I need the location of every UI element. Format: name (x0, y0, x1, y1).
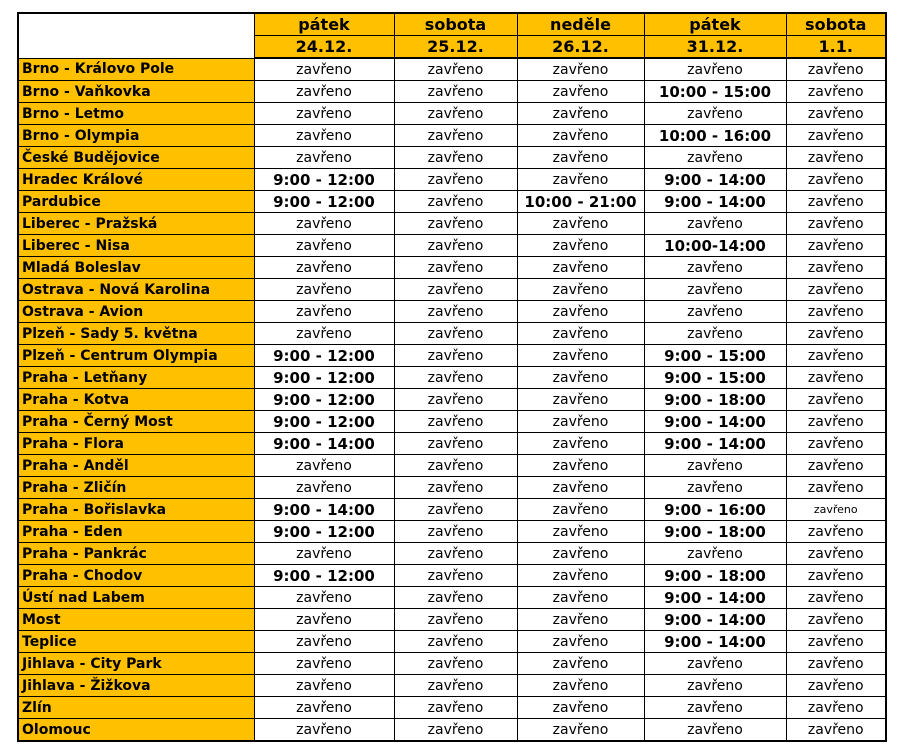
hours-cell-closed: zavřeno (517, 499, 644, 521)
hours-cell-closed: zavřeno (394, 521, 517, 543)
hours-cell-closed: zavřeno (254, 543, 394, 565)
hours-cell-closed: zavřeno (786, 367, 886, 389)
hours-cell-closed: zavřeno (394, 301, 517, 323)
hours-cell-closed: zavřeno (786, 653, 886, 675)
hours-cell-open: 10:00-14:00 (644, 235, 786, 257)
hours-cell-closed: zavřeno (254, 58, 394, 81)
hours-cell-closed: zavřeno (254, 477, 394, 499)
branch-name-cell: Praha - Černý Most (18, 411, 254, 433)
hours-cell-closed: zavřeno (786, 631, 886, 653)
hours-cell-closed: zavřeno (517, 631, 644, 653)
hours-cell-closed: zavřeno (517, 301, 644, 323)
table-row (18, 389, 886, 411)
table-row (18, 719, 886, 742)
hours-cell-closed: zavřeno (786, 587, 886, 609)
hours-cell-closed: zavřeno (394, 81, 517, 103)
hours-cell-closed: zavřeno (394, 587, 517, 609)
hours-cell-closed: zavřeno (517, 279, 644, 301)
header-date: 24.12. (254, 36, 394, 59)
hours-cell-closed: zavřeno (517, 235, 644, 257)
branch-name-cell: Praha - Flora (18, 433, 254, 455)
hours-cell-closed: zavřeno (517, 169, 644, 191)
hours-cell-closed: zavřeno (394, 631, 517, 653)
hours-cell-closed: zavřeno (254, 675, 394, 697)
hours-cell-closed: zavřeno (517, 543, 644, 565)
branch-name-cell: Brno - Olympia (18, 125, 254, 147)
hours-cell-closed: zavřeno (786, 169, 886, 191)
table-row (18, 103, 886, 125)
hours-cell-closed: zavřeno (517, 411, 644, 433)
hours-cell-closed: zavřeno (254, 103, 394, 125)
table-row (18, 257, 886, 279)
header-corner-cell (18, 13, 254, 58)
table-row (18, 565, 886, 587)
hours-cell-closed: zavřeno (644, 301, 786, 323)
hours-cell-closed: zavřeno (517, 521, 644, 543)
hours-cell-open: 9:00 - 12:00 (254, 169, 394, 191)
hours-cell-closed: zavřeno (394, 455, 517, 477)
hours-cell-closed: zavřeno (394, 257, 517, 279)
hours-cell-closed: zavřeno (644, 58, 786, 81)
table-row (18, 191, 886, 213)
branch-name-cell: České Budějovice (18, 147, 254, 169)
hours-cell-open: 9:00 - 12:00 (254, 565, 394, 587)
table-row (18, 521, 886, 543)
hours-cell-closed: zavřeno (254, 719, 394, 742)
hours-cell-closed: zavřeno (644, 279, 786, 301)
hours-cell-closed: zavřeno (786, 301, 886, 323)
branch-name-cell: Praha - Anděl (18, 455, 254, 477)
table-row (18, 477, 886, 499)
hours-cell-closed: zavřeno (786, 477, 886, 499)
branch-name-cell: Praha - Bořislavka (18, 499, 254, 521)
hours-cell-closed: zavřeno (517, 125, 644, 147)
hours-cell-closed: zavřeno (786, 147, 886, 169)
hours-cell-closed: zavřeno (254, 235, 394, 257)
hours-cell-closed: zavřeno (786, 389, 886, 411)
hours-cell-closed: zavřeno (644, 323, 786, 345)
hours-cell-closed: zavřeno (394, 675, 517, 697)
hours-cell-closed: zavřeno (254, 609, 394, 631)
table-row (18, 58, 886, 81)
hours-cell-closed: zavřeno (517, 103, 644, 125)
hours-cell-closed: zavřeno (786, 411, 886, 433)
hours-cell-closed: zavřeno (517, 587, 644, 609)
header-day: sobota (786, 13, 886, 36)
hours-cell-open: 9:00 - 14:00 (644, 609, 786, 631)
branch-name-cell: Zlín (18, 697, 254, 719)
hours-cell-closed: zavřeno (517, 81, 644, 103)
hours-cell-open: 9:00 - 18:00 (644, 521, 786, 543)
hours-cell-open: 9:00 - 15:00 (644, 345, 786, 367)
table-row (18, 411, 886, 433)
hours-cell-open: 9:00 - 12:00 (254, 345, 394, 367)
branch-name-cell: Ostrava - Avion (18, 301, 254, 323)
hours-cell-open: 9:00 - 12:00 (254, 521, 394, 543)
branch-name-cell: Pardubice (18, 191, 254, 213)
table-row (18, 631, 886, 653)
hours-cell-closed: zavřeno (786, 58, 886, 81)
hours-cell-closed: zavřeno (517, 477, 644, 499)
hours-cell-closed: zavřeno (394, 191, 517, 213)
hours-cell-open: 9:00 - 14:00 (644, 169, 786, 191)
hours-cell-closed: zavřeno (517, 719, 644, 742)
hours-cell-closed: zavřeno (786, 719, 886, 742)
hours-cell-closed: zavřeno (254, 301, 394, 323)
hours-cell-closed: zavřeno (254, 631, 394, 653)
table-row (18, 675, 886, 697)
hours-cell-closed: zavřeno (394, 345, 517, 367)
header-day: pátek (254, 13, 394, 36)
hours-cell-closed: zavřeno (644, 477, 786, 499)
hours-cell-closed: zavřeno (394, 125, 517, 147)
hours-cell-closed: zavřeno (786, 279, 886, 301)
hours-cell-open: 9:00 - 12:00 (254, 367, 394, 389)
table-row (18, 499, 886, 521)
branch-name-cell: Brno - Vaňkovka (18, 81, 254, 103)
hours-cell-closed: zavřeno (786, 125, 886, 147)
table-row (18, 169, 886, 191)
hours-cell-closed: zavřeno (786, 543, 886, 565)
hours-cell-closed: zavřeno (786, 675, 886, 697)
table-row (18, 301, 886, 323)
hours-cell-closed: zavřeno (786, 455, 886, 477)
branch-name-cell: Hradec Králové (18, 169, 254, 191)
hours-cell-closed: zavřeno (517, 58, 644, 81)
header-date: 26.12. (517, 36, 644, 59)
hours-cell-closed: zavřeno (786, 191, 886, 213)
table-row (18, 345, 886, 367)
table-row (18, 609, 886, 631)
hours-cell-closed: zavřeno (786, 103, 886, 125)
hours-cell-open: 9:00 - 16:00 (644, 499, 786, 521)
branch-name-cell: Jihlava - Žižkova (18, 675, 254, 697)
hours-cell-closed: zavřeno (644, 257, 786, 279)
hours-cell-open: 9:00 - 14:00 (644, 433, 786, 455)
hours-cell-closed: zavřeno (644, 543, 786, 565)
hours-cell-closed: zavřeno (644, 103, 786, 125)
hours-cell-closed: zavřeno (786, 323, 886, 345)
hours-cell-closed: zavřeno (517, 675, 644, 697)
branch-name-cell: Praha - Chodov (18, 565, 254, 587)
branch-name-cell: Liberec - Nisa (18, 235, 254, 257)
hours-cell-closed: zavřeno (254, 213, 394, 235)
hours-cell-closed: zavřeno (644, 697, 786, 719)
hours-cell-closed: zavřeno (394, 389, 517, 411)
hours-cell-closed: zavřeno (644, 455, 786, 477)
hours-cell-open: 9:00 - 14:00 (254, 499, 394, 521)
table-row (18, 147, 886, 169)
hours-cell-open: 9:00 - 15:00 (644, 367, 786, 389)
hours-cell-closed: zavřeno (394, 411, 517, 433)
hours-cell-open: 9:00 - 14:00 (644, 587, 786, 609)
table-row (18, 653, 886, 675)
branch-name-cell: Praha - Kotva (18, 389, 254, 411)
hours-cell-closed: zavřeno (394, 719, 517, 742)
opening-hours-table (17, 12, 887, 742)
hours-cell-closed: zavřeno (786, 433, 886, 455)
hours-cell-closed: zavřeno (517, 345, 644, 367)
header-row-days (18, 13, 886, 36)
hours-cell-closed: zavřeno (394, 367, 517, 389)
opening-hours-table-wrapper (17, 12, 887, 742)
branch-name-cell: Praha - Pankrác (18, 543, 254, 565)
hours-cell-open: 10:00 - 21:00 (517, 191, 644, 213)
hours-cell-closed: zavřeno (254, 697, 394, 719)
branch-name-cell: Mladá Boleslav (18, 257, 254, 279)
hours-cell-closed: zavřeno (517, 257, 644, 279)
hours-cell-closed: zavřeno (394, 103, 517, 125)
hours-cell-closed: zavřeno (517, 389, 644, 411)
hours-cell-open: 10:00 - 15:00 (644, 81, 786, 103)
branch-name-cell: Brno - Letmo (18, 103, 254, 125)
branch-name-cell: Plzeň - Centrum Olympia (18, 345, 254, 367)
branch-name-cell: Ostrava - Nová Karolina (18, 279, 254, 301)
hours-cell-closed: zavřeno (394, 433, 517, 455)
hours-cell-closed: zavřeno (254, 257, 394, 279)
header-date: 25.12. (394, 36, 517, 59)
hours-cell-closed: zavřeno (254, 147, 394, 169)
hours-cell-closed: zavřeno (254, 279, 394, 301)
hours-cell-closed: zavřeno (254, 323, 394, 345)
hours-cell-closed: zavřeno (786, 609, 886, 631)
hours-cell-closed: zavřeno (786, 257, 886, 279)
hours-cell-open: 9:00 - 18:00 (644, 389, 786, 411)
table-row (18, 587, 886, 609)
hours-cell-closed: zavřeno (394, 477, 517, 499)
branch-name-cell: Most (18, 609, 254, 631)
branch-name-cell: Brno - Královo Pole (18, 58, 254, 81)
hours-cell-closed: zavřeno (254, 653, 394, 675)
hours-cell-closed: zavřeno (394, 323, 517, 345)
hours-cell-closed: zavřeno (644, 719, 786, 742)
table-row (18, 455, 886, 477)
hours-cell-closed: zavřeno (517, 565, 644, 587)
hours-cell-closed: zavřeno (394, 565, 517, 587)
hours-cell-open: 9:00 - 14:00 (254, 433, 394, 455)
header-date: 31.12. (644, 36, 786, 59)
hours-cell-closed: zavřeno (254, 125, 394, 147)
hours-cell-closed: zavřeno (786, 499, 886, 521)
hours-cell-closed: zavřeno (786, 235, 886, 257)
hours-cell-closed: zavřeno (644, 675, 786, 697)
hours-cell-closed: zavřeno (644, 147, 786, 169)
header-day: neděle (517, 13, 644, 36)
header-day: pátek (644, 13, 786, 36)
hours-cell-closed: zavřeno (394, 147, 517, 169)
hours-cell-closed: zavřeno (517, 455, 644, 477)
hours-cell-open: 10:00 - 16:00 (644, 125, 786, 147)
table-row (18, 125, 886, 147)
branch-name-cell: Teplice (18, 631, 254, 653)
table-row (18, 323, 886, 345)
table-row (18, 697, 886, 719)
hours-cell-open: 9:00 - 12:00 (254, 191, 394, 213)
hours-cell-open: 9:00 - 14:00 (644, 411, 786, 433)
branch-name-cell: Praha - Zličín (18, 477, 254, 499)
table-body (18, 58, 886, 741)
hours-cell-closed: zavřeno (644, 213, 786, 235)
header-date: 1.1. (786, 36, 886, 59)
table-row (18, 367, 886, 389)
header-day: sobota (394, 13, 517, 36)
branch-name-cell: Olomouc (18, 719, 254, 742)
hours-cell-open: 9:00 - 12:00 (254, 389, 394, 411)
branch-name-cell: Jihlava - City Park (18, 653, 254, 675)
hours-cell-closed: zavřeno (517, 433, 644, 455)
hours-cell-closed: zavřeno (394, 653, 517, 675)
hours-cell-closed: zavřeno (786, 521, 886, 543)
hours-cell-closed: zavřeno (394, 279, 517, 301)
hours-cell-closed: zavřeno (394, 58, 517, 81)
hours-cell-closed: zavřeno (786, 213, 886, 235)
hours-cell-closed: zavřeno (394, 169, 517, 191)
hours-cell-closed: zavřeno (786, 81, 886, 103)
hours-cell-closed: zavřeno (394, 235, 517, 257)
hours-cell-closed: zavřeno (517, 653, 644, 675)
hours-cell-closed: zavřeno (517, 697, 644, 719)
hours-cell-closed: zavřeno (644, 653, 786, 675)
table-row (18, 81, 886, 103)
hours-cell-closed: zavřeno (394, 543, 517, 565)
table-row (18, 433, 886, 455)
hours-cell-closed: zavřeno (786, 697, 886, 719)
hours-cell-open: 9:00 - 18:00 (644, 565, 786, 587)
branch-name-cell: Liberec - Pražská (18, 213, 254, 235)
hours-cell-closed: zavřeno (786, 565, 886, 587)
hours-cell-closed: zavřeno (517, 323, 644, 345)
hours-cell-closed: zavřeno (394, 609, 517, 631)
hours-cell-closed: zavřeno (394, 697, 517, 719)
hours-cell-closed: zavřeno (394, 499, 517, 521)
hours-cell-closed: zavřeno (517, 609, 644, 631)
hours-cell-closed: zavřeno (254, 81, 394, 103)
hours-cell-closed: zavřeno (517, 147, 644, 169)
hours-cell-open: 9:00 - 12:00 (254, 411, 394, 433)
branch-name-cell: Ústí nad Labem (18, 587, 254, 609)
hours-cell-open: 9:00 - 14:00 (644, 631, 786, 653)
hours-cell-closed: zavřeno (254, 455, 394, 477)
hours-cell-open: 9:00 - 14:00 (644, 191, 786, 213)
table-row (18, 235, 886, 257)
branch-name-cell: Praha - Eden (18, 521, 254, 543)
hours-cell-closed: zavřeno (786, 345, 886, 367)
hours-cell-closed: zavřeno (394, 213, 517, 235)
branch-name-cell: Praha - Letňany (18, 367, 254, 389)
hours-cell-closed: zavřeno (517, 367, 644, 389)
branch-name-cell: Plzeň - Sady 5. května (18, 323, 254, 345)
table-row (18, 543, 886, 565)
hours-cell-closed: zavřeno (517, 213, 644, 235)
table-row (18, 279, 886, 301)
table-row (18, 213, 886, 235)
hours-cell-closed: zavřeno (254, 587, 394, 609)
